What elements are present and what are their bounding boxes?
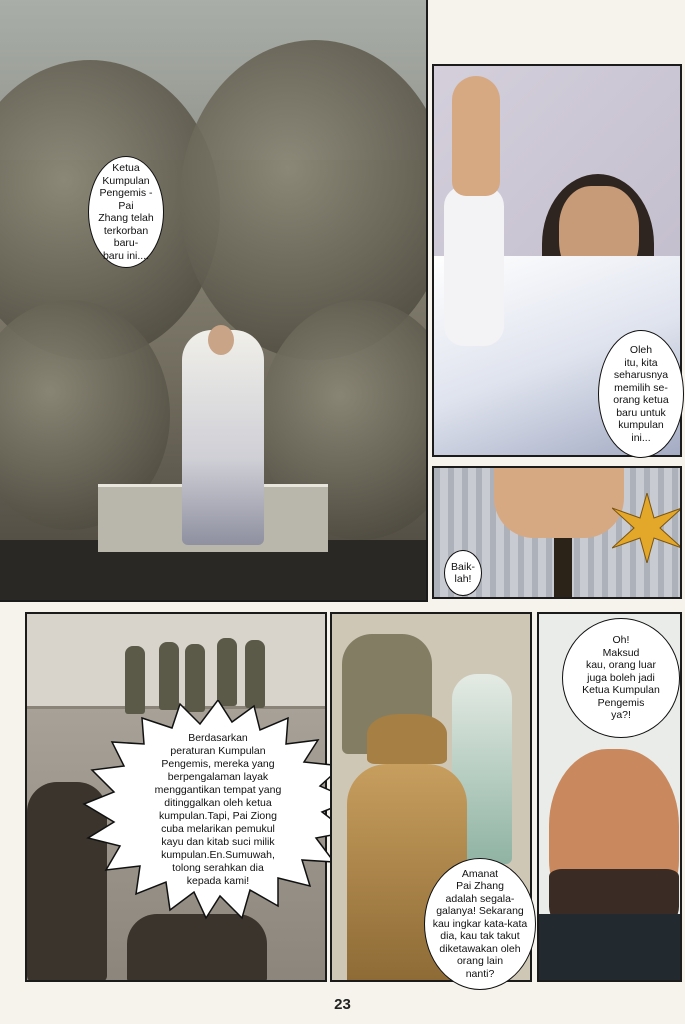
shout-bubble-berdasarkan: [82, 700, 354, 920]
speech-bubble-oleh: [598, 330, 684, 458]
robed-figure: [182, 330, 264, 545]
figure-head: [208, 325, 234, 355]
page-number: 23: [334, 996, 351, 1013]
shout-text-berdasarkan: Berdasarkan peraturan Kumpulan Pengemis, mereka yang berpengalaman layak menggantikan tempat yang ditinggalkan oleh ketua kumpulan.Tapi, Pai Ziong cuba melarikan pemukul kayu dan kitab suci milik kumpulan.En.Sumuwah, tolong serahkan dia kepada kami!: [154, 732, 282, 887]
bystander-4: [217, 638, 237, 706]
speech-bubble-maksud: [562, 618, 680, 738]
speech-text-oleh: Oleh itu, kita seharusnya memilih se- orang ketua baru untuk kumpulan ini...: [613, 344, 669, 444]
forearm: [494, 468, 624, 538]
speech-text-baiklah: Baik- lah!: [451, 561, 475, 585]
dark-clothing: [539, 914, 682, 982]
wooden-staff: [554, 538, 572, 599]
speech-text-maksud: Oh! Maksud kau, orang luar juga boleh jadi Ketua Kumpulan Pengemis ya?!: [582, 634, 660, 722]
bystander-5: [245, 640, 265, 708]
speech-bubble-ketua: [88, 156, 164, 268]
speech-text-amanat: Amanat Pai Zhang adalah segala- galanya! Sekarang kau ingkar kata-kata dia, kau tak takut diketawakan oleh orang lain nanti?: [432, 867, 528, 980]
impact-burst: [612, 493, 682, 563]
speech-bubble-baiklah: [444, 550, 482, 596]
old-man-hat: [367, 714, 447, 764]
raised-hand: [452, 76, 500, 196]
speech-bubble-amanat: [424, 858, 536, 990]
foreground-figure-bottom: [127, 914, 267, 982]
speech-text-ketua: Ketua Kumpulan Pengemis - Pai Zhang telah terkorban baru- baru ini....: [98, 162, 154, 262]
raised-arm: [444, 186, 504, 346]
panel-dragon-hall: [0, 0, 428, 602]
